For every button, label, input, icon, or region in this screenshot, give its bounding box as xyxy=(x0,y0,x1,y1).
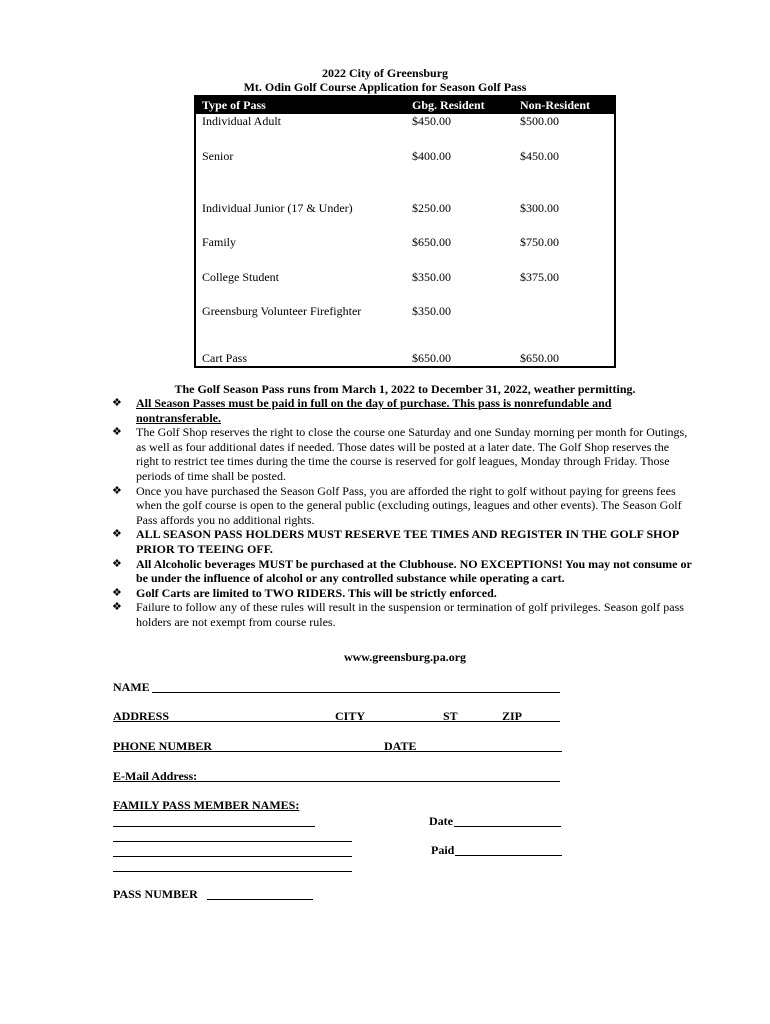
pass-number-field[interactable] xyxy=(207,899,313,900)
family-member-line[interactable] xyxy=(113,841,352,842)
diamond-bullet-icon: ❖ xyxy=(112,528,122,541)
zip-label: ZIP xyxy=(502,709,523,723)
name-field[interactable] xyxy=(152,692,560,693)
resident-price: $350.00 xyxy=(412,270,451,284)
family-member-line[interactable] xyxy=(113,826,315,827)
nonresident-price: $300.00 xyxy=(520,201,559,215)
list-item xyxy=(112,557,692,586)
rule-text: The Golf Shop reserves the right to close the course one Saturday and one Sunday morning per month for Outings, as well as four additional dates if needed. Those dates will be posted at a later date. The Golf Shop reserves the right to restrict tee times during the time the course is reserved for golf leagues, Monday through Friday. Those periods of time shall be posted. xyxy=(136,425,688,483)
date-label: DATE xyxy=(384,739,417,753)
rule-text: ALL SEASON PASS HOLDERS MUST RESERVE TEE TIMES AND REGISTER IN THE GOLF SHOP PRIOR TO TEEING OFF. xyxy=(136,527,679,556)
pass-type: Individual Junior (17 & Under) xyxy=(202,201,353,215)
email-label: E-Mail Address: xyxy=(113,769,198,783)
list-item xyxy=(112,425,692,483)
pass-type: Senior xyxy=(202,149,234,163)
pass-type: Family xyxy=(202,235,237,249)
season-note: The Golf Season Pass runs from March 1, 2022 to December 31, 2022, weather permitting. xyxy=(174,382,636,396)
doc-title-line1: 2022 City of Greensburg xyxy=(321,66,449,80)
resident-price: $650.00 xyxy=(412,235,451,249)
pass-type: College Student xyxy=(202,270,279,284)
paid-label: Paid xyxy=(431,843,455,857)
resident-price: $400.00 xyxy=(412,149,451,163)
table-row xyxy=(195,351,615,367)
pricing-header-row xyxy=(195,96,615,114)
table-row xyxy=(195,149,615,201)
diamond-bullet-icon: ❖ xyxy=(112,586,122,599)
paid-field[interactable] xyxy=(455,855,562,856)
state-label: ST xyxy=(443,709,458,723)
col-type: Type of Pass xyxy=(195,96,406,114)
rule-text: Failure to follow any of these rules will result in the suspension or termination of golf privileges. Season golf pass holders are not exempt from course rules. xyxy=(136,600,684,629)
pass-type: Individual Adult xyxy=(202,114,281,128)
col-resident: Gbg. Resident xyxy=(406,96,514,114)
diamond-bullet-icon: ❖ xyxy=(112,557,122,570)
city-label: CITY xyxy=(335,709,366,723)
nonresident-price: $450.00 xyxy=(520,149,559,163)
doc-title-line2: Mt. Odin Golf Course Application for Season Golf Pass xyxy=(243,80,527,94)
nonresident-price: $375.00 xyxy=(520,270,559,284)
diamond-bullet-icon: ❖ xyxy=(112,484,122,497)
rule-text: All Alcoholic beverages MUST be purchased at the Clubhouse. NO EXCEPTIONS! You may not consume or be under the influence of alcohol or any controlled substance while operating a cart. xyxy=(136,556,692,586)
nonresident-price: $500.00 xyxy=(520,114,559,128)
diamond-bullet-icon: ❖ xyxy=(112,601,122,614)
phone-label: PHONE NUMBER xyxy=(113,739,212,753)
diamond-bullet-icon: ❖ xyxy=(112,397,122,409)
office-date-field[interactable] xyxy=(454,826,561,827)
resident-price: $650.00 xyxy=(412,351,451,365)
office-date-label: Date xyxy=(429,814,453,828)
diamond-bullet-icon: ❖ xyxy=(112,426,122,439)
table-row xyxy=(195,304,615,351)
col-nonresident: Non-Resident xyxy=(514,96,615,114)
resident-price: $250.00 xyxy=(412,201,451,215)
website-link[interactable]: www.greensburg.pa.org xyxy=(343,650,467,664)
nonresident-price: $650.00 xyxy=(520,351,559,365)
rules-list xyxy=(112,396,692,630)
list-item xyxy=(112,600,692,629)
nonresident-price: $750.00 xyxy=(520,235,559,249)
table-row xyxy=(195,201,615,235)
pass-type: Cart Pass xyxy=(202,351,247,365)
resident-price: $450.00 xyxy=(412,114,451,128)
address-label: ADDRESS xyxy=(113,709,170,723)
table-row xyxy=(195,270,615,304)
pass-number-label: PASS NUMBER xyxy=(113,887,198,901)
family-member-line[interactable] xyxy=(113,871,352,872)
resident-price: $350.00 xyxy=(412,304,451,318)
family-member-line[interactable] xyxy=(113,856,352,857)
list-item xyxy=(112,586,692,601)
pass-type: Greensburg Volunteer Firefighter xyxy=(202,304,362,318)
list-item xyxy=(112,396,692,425)
list-item xyxy=(112,527,692,556)
rule-text: Golf Carts are limited to TWO RIDERS. This will be strictly enforced. xyxy=(136,585,497,600)
family-members-label: FAMILY PASS MEMBER NAMES: xyxy=(113,798,300,812)
name-label: NAME xyxy=(113,680,150,694)
rule-text: Once you have purchased the Season Golf Pass, you are afforded the right to golf without paying for greens fees when the golf course is open to the general public (excluding outings, leagues and other events). The Season Golf Pass affords you no additional rights. xyxy=(136,483,682,527)
nonresident-price xyxy=(514,304,615,351)
pricing-table xyxy=(194,95,616,368)
table-row xyxy=(195,235,615,270)
table-row xyxy=(195,114,615,149)
list-item xyxy=(112,484,692,528)
rule-text: All Season Passes must be paid in full on the day of purchase. This pass is nonrefundable and nontransferable. xyxy=(136,396,612,425)
